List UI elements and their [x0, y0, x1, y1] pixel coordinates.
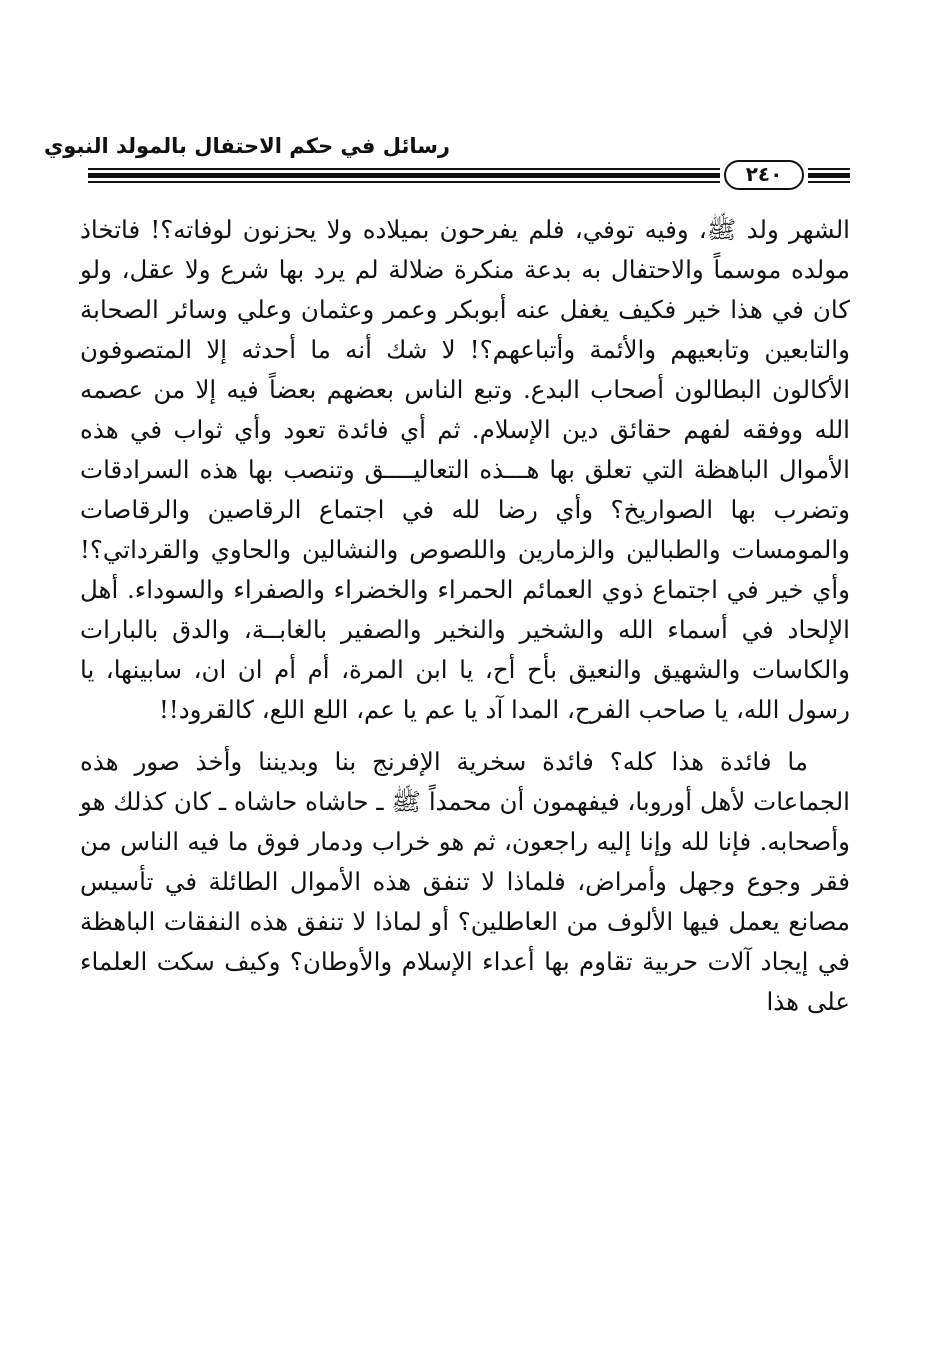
rule-line	[88, 168, 720, 170]
running-title: رسائل في حكم الاحتفال بالمولد النبوي	[44, 134, 450, 158]
rule-line	[88, 181, 720, 183]
rule-line	[808, 173, 850, 178]
body-text	[80, 210, 850, 1022]
rule-line	[88, 173, 720, 178]
paragraph: ما فائدة هذا كله؟ فائدة سخرية الإفرنج بنا وبديننا وأخذ صور هذه الجماعات لأهل أوروبا، فيفهمون أن محمداً ﷺ ـ حاشاه حاشاه ـ كان كذلك هو وأصحابه. فإنا لله وإنا إليه راجعون، ثم هو خراب ودمار فوق ما فيه الناس من فقر وجوع وجهل وأمراض، فلماذا لا تنفق هذه الأموال الطائلة في تأسيس مصانع يعمل فيها الألوف من العاطلين؟ أو لماذا لا تنفق هذه النفقات الباهظة في إيجاد آلات حربية تقاوم بها أعداء الإسلام والأوطان؟ وكيف سكت العلماء على هذا	[80, 747, 850, 1016]
header-rule	[88, 160, 850, 194]
page-number: ٢٤٠	[724, 160, 804, 190]
rule-line	[808, 181, 850, 183]
paragraph: الشهر ولد ﷺ، وفيه توفي، فلم يفرحون بميلاده ولا يحزنون لوفاته؟! فاتخاذ مولده موسماً والاحتفال به بدعة منكرة ضلالة لم يرد بها شرع ولا عقل، ولو كان في هذا خير فكيف يغفل عنه أبوبكر وعمر وعثمان وعلي وسائر الصحابة والتابعين وتابعيهم والأئمة وأتباعهم؟! لا شك أنه ما أحدثه إلا المتصوفون الأكالون البطالون أصحاب البدع. وتبع الناس بعضهم بعضاً فيه إلا من عصمه الله ووفقه لفهم حقائق دين الإسلام. ثم أي فائدة تعود وأي ثواب في هذه الأموال الباهظة التي تعلق بها هـــذه التعاليــــق وتنصب بها هذه السرادقات وتضرب بها الصواريخ؟ وأي رضا لله في اجتماع الرقاصين والرقاصات والمومسات والطبالين والزمارين واللصوص والنشالين والحاوي والقرداتي؟! وأي خير في اجتماع ذوي العمائم الحمراء والخضراء والصفراء والسوداء. أهل الإلحاد في أسماء الله والشخير والنخير والصفير بالغابــة، والدق بالبارات والكاسات والشهيق والنعيق بأح أح، يا ابن المرة، أم أم ان ان، سابينها، يا رسول الله، يا صاحب الفرح، المدا آد يا عم يا عم، اللع اللع، كالقرود!!	[80, 215, 850, 724]
rule-line	[808, 168, 850, 170]
